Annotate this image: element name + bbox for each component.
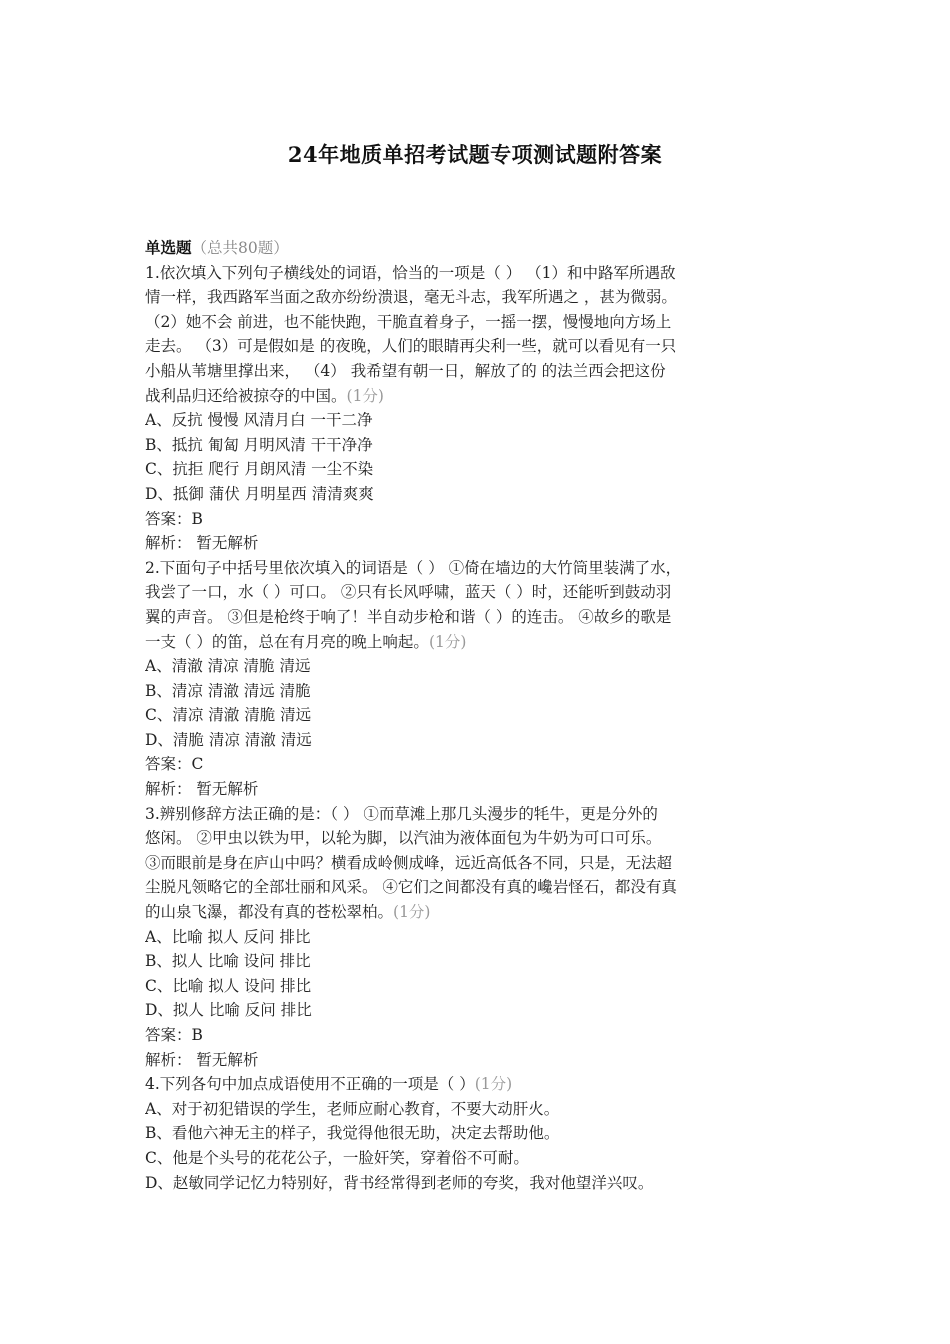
question-stem-text: 一支（ ）的笛，总在有月亮的晚上响起。	[145, 632, 429, 651]
option-d: D、抵御 蒲伏 月明星西 清清爽爽	[145, 484, 374, 503]
question-stem-line: 走去。 （3）可是假如是 的夜晚，人们的眼睛再尖利一些，就可以看见有一只	[145, 337, 677, 356]
question-stem-line: 尘脱凡领略它的全部壮丽和风采。 ④它们之间都没有真的巉岩怪石，都没有真	[145, 878, 677, 897]
question-stem-line: 2.下面句子中括号里依次填入的词语是（ ） ①倚在墙边的大竹筒里装满了水，	[145, 558, 682, 577]
question-stem-line: 情一样，我西路军当面之敌亦纷纷溃退，毫无斗志，我军所遇之 ，甚为微弱。	[145, 288, 677, 307]
question-stem-line	[145, 630, 810, 655]
section-meta: （总共80题）	[191, 239, 289, 257]
question-score: (1分)	[393, 903, 431, 922]
option-c: C、比喻 拟人 设问 排比	[145, 976, 312, 995]
answer: 答案：B	[145, 509, 203, 528]
question-block	[145, 802, 810, 1073]
explanation: 解析： 暂无解析	[145, 534, 259, 553]
option-c: C、抗拒 爬行 月朗风清 一尘不染	[145, 460, 374, 479]
option-a: A、对于初犯错误的学生，老师应耐心教育，不要大动肝火。	[145, 1099, 560, 1118]
option-b: B、拟人 比喻 设问 排比	[145, 952, 311, 971]
option-b: B、清凉 清澈 清远 清脆	[145, 681, 311, 700]
option-d: D、清脆 清凉 清澈 清远	[145, 730, 312, 749]
question-stem-line: 3.辨别修辞方法正确的是：（ ） ①而草滩上那几头漫步的牦牛，更是分外的	[145, 804, 658, 823]
document-title: 24年地质单招考试题专项测试题附答案	[287, 142, 663, 167]
question-stem-line: （2）她不会 前进，也不能快跑，干脆直着身子，一摇一摆，慢慢地向方场上	[145, 312, 672, 331]
question-stem-line: 悠闲。 ②甲虫以铁为甲，以轮为脚，以汽油为液体面包为牛奶为可口可乐。	[145, 829, 662, 848]
option-d: D、拟人 比喻 反问 排比	[145, 1001, 312, 1020]
answer: 答案：C	[145, 755, 204, 774]
explanation: 解析： 暂无解析	[145, 780, 259, 799]
option-a: A、清澈 清凉 清脆 清远	[145, 657, 311, 676]
question-stem-line: 1.依次填入下列句子横线处的词语，恰当的一项是（ ） （1）和中路军所遇敌	[145, 263, 676, 282]
question-stem-line: ③而眼前是身在庐山中吗？横看成岭侧成峰，远近高低各不同，只是，无法超	[145, 853, 673, 872]
section-header	[145, 236, 810, 261]
option-d: D、赵敏同学记忆力特别好，背书经常得到老师的夸奖，我对他望洋兴叹。	[145, 1173, 654, 1192]
question-block	[145, 261, 810, 556]
question-stem-line	[145, 384, 810, 409]
question-stem-text: 战利品归还给被掠夺的中国。	[145, 386, 347, 405]
question-block	[145, 556, 810, 802]
option-c: C、他是个头号的花花公子，一脸奸笑，穿着俗不可耐。	[145, 1148, 529, 1167]
question-stem-line	[145, 1072, 810, 1097]
answer: 答案：B	[145, 1026, 203, 1044]
option-a: A、反抗 慢慢 风清月白 一干二净	[145, 411, 373, 430]
question-stem-line	[145, 900, 810, 925]
question-score: (1分)	[346, 386, 384, 405]
question-block	[145, 1072, 810, 1195]
option-b: B、看他六神无主的样子，我觉得他很无助，决定去帮助他。	[145, 1124, 560, 1143]
document-body	[145, 236, 810, 1195]
question-score: (1分)	[474, 1075, 513, 1094]
question-stem-line: 我尝了一口，水（ ）可口。 ②只有长风呼啸，蓝天（ ）时，还能听到鼓动羽	[145, 583, 672, 602]
question-stem-line: 小船从苇塘里撑出来， （4） 我希望有朝一日，解放了的 的法兰西会把这份	[145, 361, 666, 380]
question-stem-text: 4.下列各句中加点成语使用不正确的一项是（ ）	[145, 1075, 475, 1094]
explanation: 解析： 暂无解析	[145, 1050, 259, 1069]
option-a: A、比喻 拟人 反问 排比	[145, 927, 311, 946]
question-score: (1分)	[428, 632, 467, 651]
option-b: B、抵抗 匍匐 月明风清 干干净净	[145, 435, 373, 454]
question-stem-text: 的山泉飞瀑，都没有真的苍松翠柏。	[145, 903, 394, 922]
option-c: C、清凉 清澈 清脆 清远	[145, 706, 312, 725]
section-heading: 单选题	[145, 238, 192, 257]
question-stem-line: 翼的声音。 ③但是枪终于响了！半自动步枪和谐（ ）的连击。 ④故乡的歌是	[145, 607, 672, 626]
